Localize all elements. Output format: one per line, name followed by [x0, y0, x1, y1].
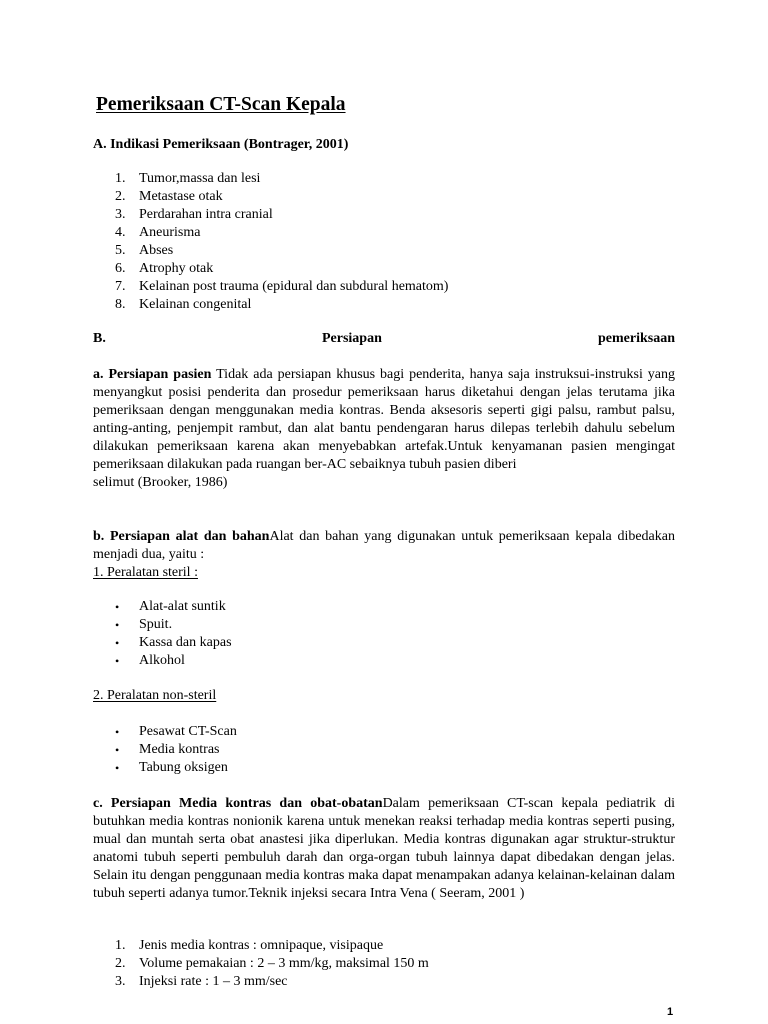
list-item: 3. Injeksi rate : 1 – 3 mm/sec [115, 974, 288, 989]
list-item: 2. Metastase otak [115, 189, 223, 204]
indication-list [93, 170, 675, 314]
list-item: 3. Perdarahan intra cranial [115, 207, 273, 222]
list-item: • Alat-alat suntik [93, 598, 675, 616]
section-b-heading: B. Persiapan pemeriksaan [93, 331, 675, 346]
list-item: 5. Abses [115, 243, 174, 258]
list-item: 2. Volume pemakaian : 2 – 3 mm/kg, maksimal 150 m [115, 956, 429, 971]
list-item: • Tabung oksigen [93, 759, 675, 777]
paragraph-media-kontras: c. Persiapan Media kontras dan obat-obatanDalam pemeriksaan CT-scan kepala pediatrik di butuhkan media kontras nonionik karena untuk menekan reaksi terhadap media kontras seperti pusing, mual dan muntah serta obat anastesi jika diperlukan. Media kontras digunakan agar struktur-struktur anatomi tubuh seperti pembuluh darah dan orga-organ tubuh lainnya dapat dibedakan dengan jelas. Selain itu dengan penggunaan media kontras maka dapat menampakan adanya kelainan-kelainan dalam tubuh seperti adanya tumor.Teknik injeksi secara Intra Vena ( Seeram, 2001 ) [93, 796, 675, 901]
paragraph-persiapan-pasien: a. Persiapan pasien Tidak ada persiapan khusus bagi penderita, hanya saja instruksui-instruksi yang menyangkut posisi penderita dan prosedur pemeriksaan harus diketahui dengan jelas terutama jika pemeriksaan dengan menggunakan media kontras. Benda aksesoris seperti gigi palsu, rambut palsu, anting-anting, penjempit rambut, dan alat bantu pendengaran harus dilepas terlebih dahulu sebelum dilakukan pemeriksaan karena akan menyebabkan artefak.Untuk kenyamanan pasien mengingat pemeriksaan dilakukan pada ruangan ber-AC sebaiknya tubuh pasien diberi selimut (Brooker, 1986) [93, 367, 676, 490]
media-kontras-list [93, 937, 675, 991]
paragraph-persiapan-alat: b. Persiapan alat dan bahanAlat dan bahan yang digunakan untuk pemeriksaan kepala dibedakan menjadi dua, yaitu : 1. Peralatan steril : [93, 529, 675, 580]
steril-heading: 1. Peralatan steril : [93, 565, 198, 580]
list-item: • Spuit. [93, 616, 675, 634]
list-item: • Kassa dan kapas [93, 634, 675, 652]
list-item: • Media kontras [93, 741, 675, 759]
list-item: 4. Aneurisma [115, 225, 201, 240]
list-item: • Alkohol [93, 652, 675, 670]
section-a-heading: A. Indikasi Pemeriksaan (Bontrager, 2001) [93, 137, 349, 152]
list-item: 1. Jenis media kontras : omnipaque, visipaque [115, 938, 384, 953]
list-item: 1. Tumor,massa dan lesi [115, 171, 261, 186]
list-item: • Pesawat CT-Scan [93, 723, 675, 741]
list-item: 8. Kelainan congenital [115, 297, 252, 312]
list-item: 6. Atrophy otak [115, 261, 214, 276]
page-number: 1 [667, 1006, 674, 1018]
nonsteril-list [93, 723, 675, 777]
nonsteril-heading: 2. Peralatan non-steril [93, 688, 217, 703]
page-title: Pemeriksaan CT-Scan Kepala [96, 94, 346, 115]
list-item: 7. Kelainan post trauma (epidural dan subdural hematom) [115, 279, 449, 294]
steril-list [93, 598, 675, 670]
